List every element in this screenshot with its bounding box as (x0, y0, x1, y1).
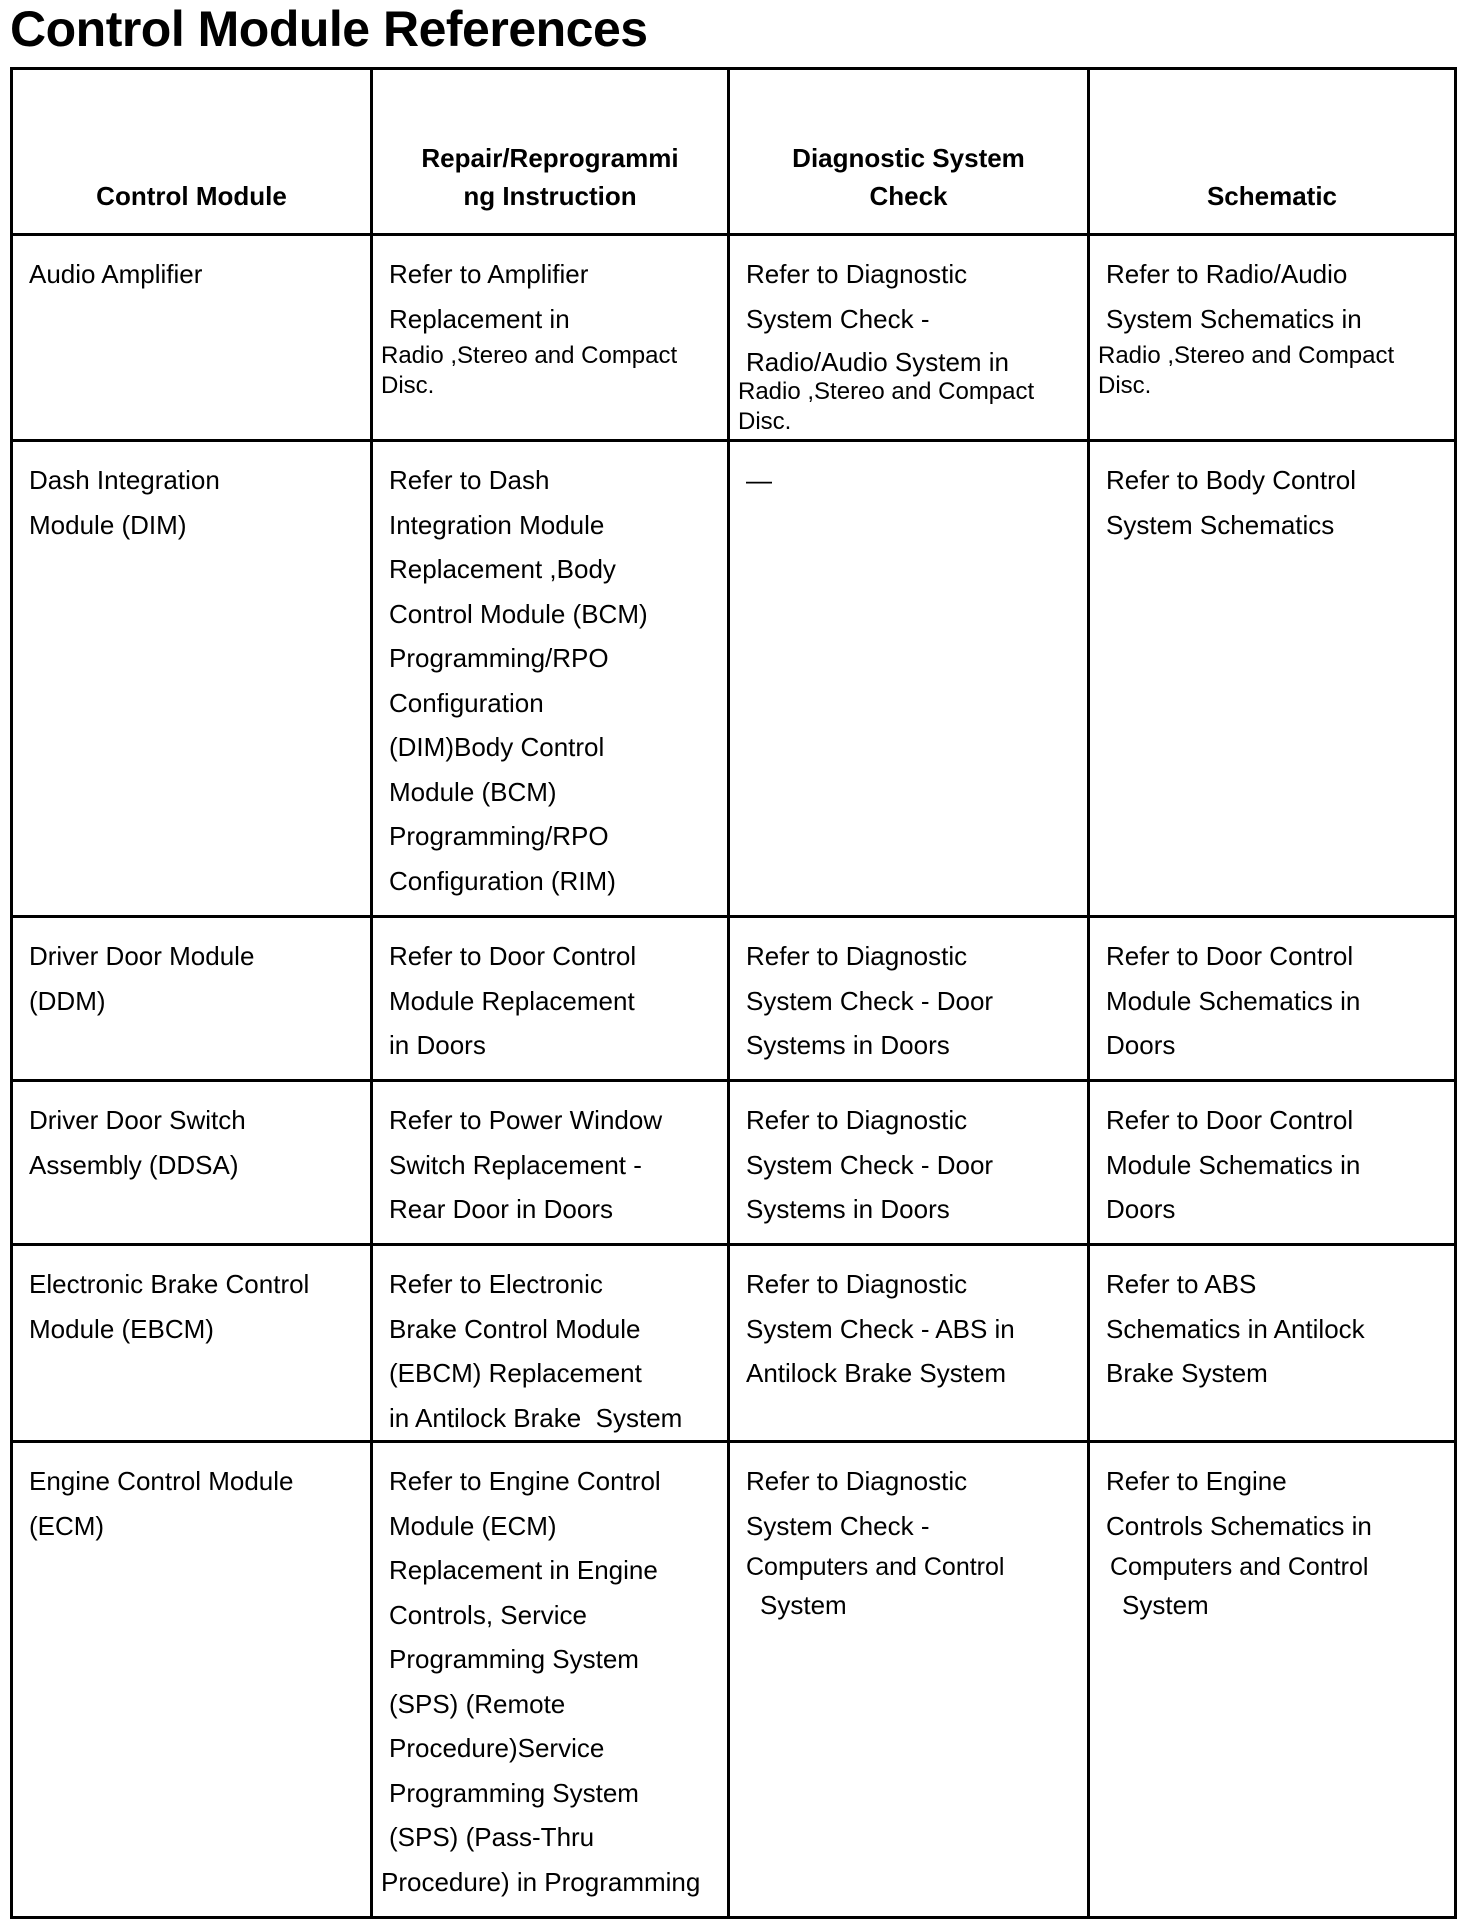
cell-repair-instruction: Refer to Dash Integration Module Replacement ,Body Control Module (BCM) Programming/RPO Configuration (DIM)Body Control Module (BCM) Programming/RPO Configuration (RIM) (372, 441, 729, 917)
table-row (12, 1081, 1456, 1245)
cell-schematic: Refer to Engine Controls Schematics in Computers and Control System (1089, 1442, 1456, 1918)
table-header-row (12, 69, 1456, 235)
cell-control-module: Audio Amplifier (12, 235, 372, 441)
control-module-table (10, 67, 1457, 1919)
table-row (12, 1442, 1456, 1918)
cell-diagnostic-check: Refer to Diagnostic System Check - Door Systems in Doors (729, 1081, 1089, 1245)
table-row (12, 1245, 1456, 1442)
cell-control-module: Driver Door Module (DDM) (12, 917, 372, 1081)
cell-repair-instruction: Refer to Power Window Switch Replacement - Rear Door in Doors (372, 1081, 729, 1245)
not-applicable-dash: — (746, 465, 772, 495)
cell-diagnostic-check (729, 441, 1089, 917)
header-control-module: Control Module (12, 69, 372, 235)
table-row (12, 917, 1456, 1081)
cell-repair-instruction: Refer to Engine Control Module (ECM) Replacement in Engine Controls, Service Programming System (SPS) (Remote Procedure)Service Programming System (SPS) (Pass-Thru Procedure) in Programming (372, 1442, 729, 1918)
cell-repair-instruction: Refer to Amplifier Replacement in Radio ,Stereo and Compact Disc. (372, 235, 729, 441)
cell-diagnostic-check: Refer to Diagnostic System Check - Door Systems in Doors (729, 917, 1089, 1081)
cell-schematic: Refer to Body Control System Schematics (1089, 441, 1456, 917)
cell-schematic: Refer to Radio/Audio System Schematics in Radio ,Stereo and Compact Disc. (1089, 235, 1456, 441)
cell-schematic: Refer to Door Control Module Schematics in Doors (1089, 1081, 1456, 1245)
cell-diagnostic-check: Refer to Diagnostic System Check - Computers and Control System (729, 1442, 1089, 1918)
cell-diagnostic-check: Refer to Diagnostic System Check - ABS in Antilock Brake System (729, 1245, 1089, 1442)
table-row (12, 235, 1456, 441)
cell-control-module: Electronic Brake Control Module (EBCM) (12, 1245, 372, 1442)
cell-diagnostic-check: Refer to Diagnostic System Check - Radio/Audio System in Radio ,Stereo and Compact Disc. (729, 235, 1089, 441)
cell-repair-instruction: Refer to Electronic Brake Control Module (EBCM) Replacement in Antilock Brake System (372, 1245, 729, 1442)
header-schematic: Schematic (1089, 69, 1456, 235)
header-diagnostic-check: Diagnostic System Check (729, 69, 1089, 235)
cell-repair-instruction: Refer to Door Control Module Replacement in Doors (372, 917, 729, 1081)
table-row (12, 441, 1456, 917)
page-title: Control Module References (10, 1, 648, 57)
cell-control-module: Driver Door Switch Assembly (DDSA) (12, 1081, 372, 1245)
cell-schematic: Refer to ABS Schematics in Antilock Brake System (1089, 1245, 1456, 1442)
cell-control-module: Dash Integration Module (DIM) (12, 441, 372, 917)
cell-control-module: Engine Control Module (ECM) (12, 1442, 372, 1918)
cell-schematic: Refer to Door Control Module Schematics in Doors (1089, 917, 1456, 1081)
header-repair-instruction: Repair/Reprogrammi ng Instruction (372, 69, 729, 235)
